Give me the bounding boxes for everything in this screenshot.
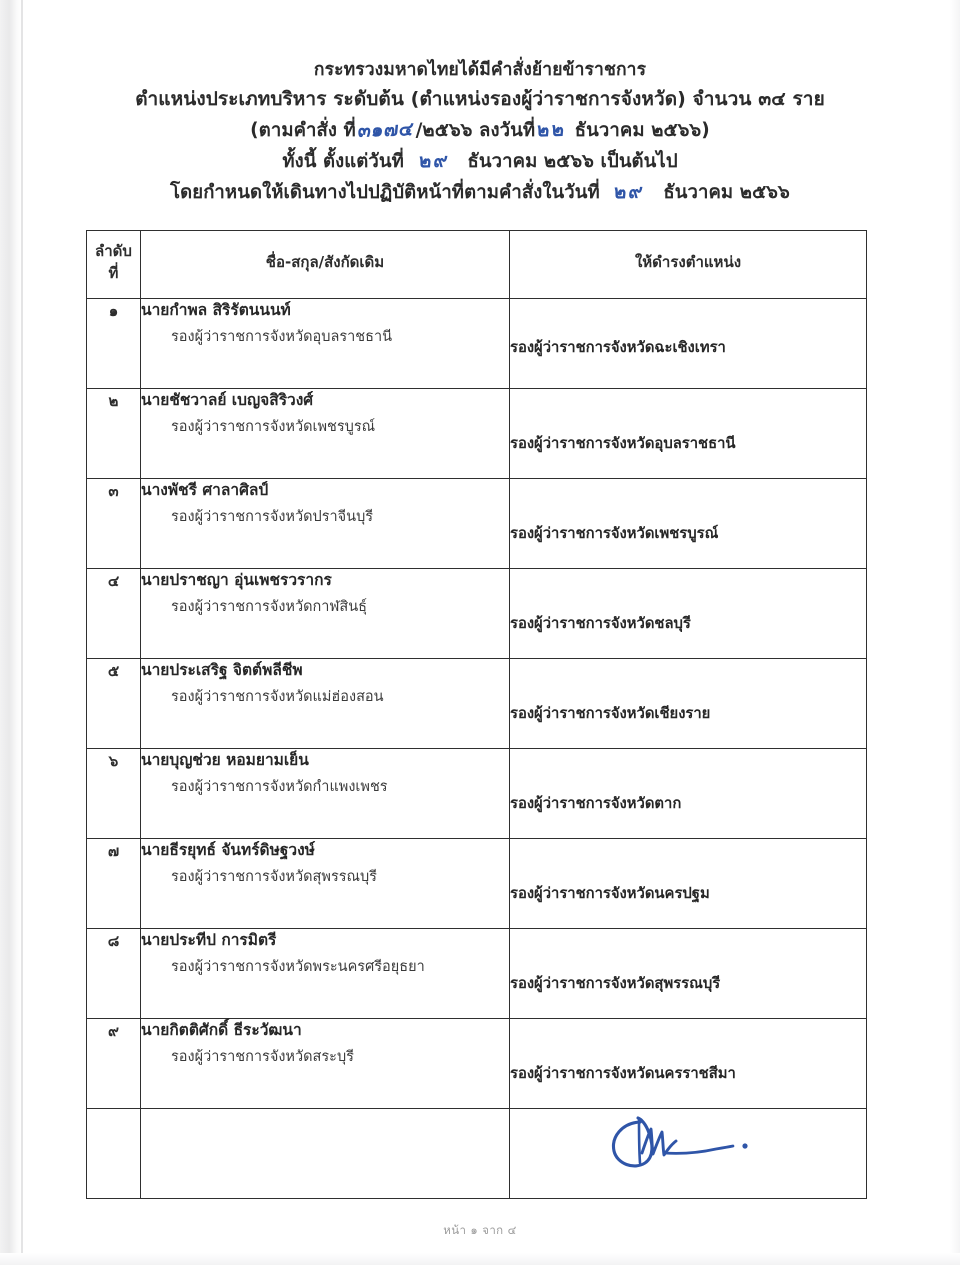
new-position-text: รองผู้ว่าราชการจังหวัดเพชรบูรณ์ — [510, 525, 719, 542]
new-position-cell — [510, 1019, 867, 1109]
header-line-order-reference — [0, 115, 960, 146]
new-position-cell — [510, 389, 867, 479]
person-current-cell — [141, 389, 510, 479]
person-current-cell — [141, 1019, 510, 1109]
document-header — [0, 56, 960, 208]
person-current-cell — [141, 659, 510, 749]
new-position-cell — [510, 749, 867, 839]
table-row — [87, 659, 867, 749]
signature-mark — [606, 1113, 776, 1179]
column-header-index — [87, 231, 141, 299]
person-name: นางพัชรี ศาลาศิลป์ — [141, 481, 269, 499]
person-name: นายบุญช่วย หอมยามเย็น — [141, 751, 309, 769]
new-position-cell — [510, 659, 867, 749]
signature-row — [87, 1109, 867, 1199]
new-position-text: รองผู้ว่าราชการจังหวัดสุพรรณบุรี — [510, 975, 721, 992]
order-year-text: /๒๕๖๖ ลงวันที่ — [415, 120, 536, 142]
person-name: นายธีรยุทธ์ จันทร์ดิษฐวงษ์ — [141, 841, 315, 859]
page-number-label: หน้า ๑ จาก ๔ — [443, 1223, 517, 1237]
person-name: นายประทีป การมิตรี — [141, 931, 277, 949]
signature-cell — [510, 1109, 867, 1199]
person-name: นายชัชวาลย์ เบญจสิริวงศ์ — [141, 391, 314, 409]
row-index-cell: ๔ — [87, 569, 141, 659]
effective-day-handwritten: ๒๙ — [417, 149, 451, 173]
person-name: นายปราชญา อุ่นเพชรวรากร — [141, 571, 332, 589]
transfer-order-table — [86, 230, 867, 1199]
column-header-index-line2: ที่ — [108, 264, 119, 282]
travel-day-handwritten: ๒๙ — [613, 180, 646, 204]
new-position-cell — [510, 929, 867, 1019]
new-position-cell — [510, 299, 867, 389]
row-index-cell: ๑ — [87, 299, 141, 389]
person-current-cell — [141, 839, 510, 929]
scan-bottom-shadow — [0, 1253, 960, 1265]
person-name: นายกำพล สิริรัตนนนท์ — [141, 301, 291, 319]
new-position-text: รองผู้ว่าราชการจังหวัดนครปฐม — [510, 885, 710, 902]
travel-prefix-text: โดยกำหนดให้เดินทางไปปฏิบัติหน้าที่ตามคำสั่งในวันที่ — [170, 182, 600, 204]
table-header-row — [87, 231, 867, 299]
header-line-position-count-text: ตำแหน่งประเภทบริหาร ระดับต้น (ตำแหน่งรองผู้ว่าราชการจังหวัด) จำนวน ๓๔ ราย — [135, 88, 825, 111]
person-current-unit: รองผู้ว่าราชการจังหวัดพระนครศรีอยุธยา — [171, 959, 425, 976]
row-index-cell: ๓ — [87, 479, 141, 569]
new-position-text: รองผู้ว่าราชการจังหวัดชลบุรี — [510, 615, 691, 632]
header-line-ministry — [0, 56, 960, 84]
person-current-unit: รองผู้ว่าราชการจังหวัดสุพรรณบุรี — [171, 869, 377, 886]
table-row — [87, 569, 867, 659]
person-current-cell — [141, 479, 510, 569]
new-position-cell — [510, 479, 867, 569]
column-header-new-position: ให้ดำรงตำแหน่ง — [510, 231, 867, 299]
table-row — [87, 1019, 867, 1109]
table-row — [87, 479, 867, 569]
new-position-text: รองผู้ว่าราชการจังหวัดฉะเชิงเทรา — [510, 339, 726, 356]
row-index-cell: ๘ — [87, 929, 141, 1019]
order-number-handwritten: ๓๑๗๔ — [356, 118, 415, 142]
person-current-cell — [141, 299, 510, 389]
row-index-cell: ๖ — [87, 749, 141, 839]
page-footer — [0, 1222, 960, 1240]
table-row — [87, 749, 867, 839]
signature-row-index-cell — [87, 1109, 141, 1199]
order-month-year-text: ธันวาคม ๒๕๖๖) — [574, 120, 710, 142]
table-row — [87, 929, 867, 1019]
header-line-ministry-text: กระทรวงมหาดไทยได้มีคำสั่งย้ายข้าราชการ — [313, 60, 647, 80]
travel-suffix-text: ธันวาคม ๒๕๖๖ — [663, 182, 790, 204]
new-position-text: รองผู้ว่าราชการจังหวัดเชียงราย — [510, 705, 711, 722]
person-current-unit: รองผู้ว่าราชการจังหวัดปราจีนบุรี — [171, 509, 374, 526]
person-current-unit: รองผู้ว่าราชการจังหวัดอุบลราชธานี — [171, 329, 393, 346]
signature-dot — [742, 1143, 747, 1148]
new-position-text: รองผู้ว่าราชการจังหวัดอุบลราชธานี — [510, 435, 736, 452]
effective-prefix-text: ทั้งนี้ ตั้งแต่วันที่ — [282, 151, 404, 173]
header-line-position-count — [0, 84, 960, 115]
effective-suffix-text: ธันวาคม ๒๕๖๖ เป็นต้นไป — [467, 151, 678, 173]
person-current-cell — [141, 749, 510, 839]
new-position-text: รองผู้ว่าราชการจังหวัดตาก — [510, 795, 682, 812]
table-row — [87, 389, 867, 479]
person-current-unit: รองผู้ว่าราชการจังหวัดเพชรบูรณ์ — [171, 419, 376, 436]
table-row — [87, 839, 867, 929]
person-name: นายประเสริฐ จิตต์พลีชีพ — [141, 661, 303, 679]
row-index-cell: ๕ — [87, 659, 141, 749]
new-position-cell — [510, 569, 867, 659]
table-body — [87, 299, 867, 1199]
person-current-unit: รองผู้ว่าราชการจังหวัดสระบุรี — [171, 1049, 354, 1066]
person-name: นายกิตติศักดิ์ ธีระวัฒนา — [141, 1021, 302, 1039]
column-header-index-line1: ลำดับ — [95, 242, 132, 261]
row-index-cell: ๒ — [87, 389, 141, 479]
row-index-cell: ๙ — [87, 1019, 141, 1109]
signature-row-blank-cell — [141, 1109, 510, 1199]
person-current-cell — [141, 929, 510, 1019]
person-current-unit: รองผู้ว่าราชการจังหวัดกาฬสินธุ์ — [171, 599, 367, 616]
table-header — [87, 231, 867, 299]
header-line-travel-date — [0, 177, 960, 208]
person-current-unit: รองผู้ว่าราชการจังหวัดกำแพงเพชร — [171, 779, 388, 796]
header-line-effective-date — [0, 146, 960, 177]
order-signed-day-handwritten: ๒๒ — [536, 118, 568, 142]
new-position-cell — [510, 839, 867, 929]
new-position-text: รองผู้ว่าราชการจังหวัดนครราชสีมา — [510, 1065, 736, 1082]
order-prefix-text: (ตามคำสั่ง ที่ — [250, 120, 356, 142]
column-header-name-current-unit: ชื่อ-สกุล/สังกัดเดิม — [141, 231, 510, 299]
table-row — [87, 299, 867, 389]
person-current-cell — [141, 569, 510, 659]
person-current-unit: รองผู้ว่าราชการจังหวัดแม่ฮ่องสอน — [171, 689, 384, 706]
row-index-cell: ๗ — [87, 839, 141, 929]
